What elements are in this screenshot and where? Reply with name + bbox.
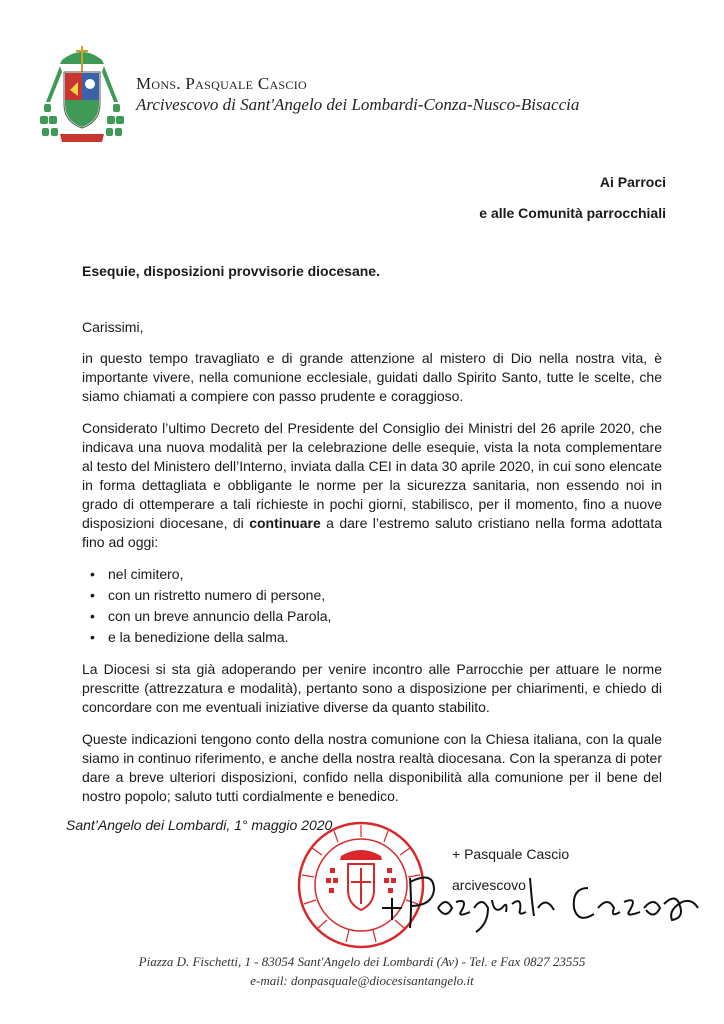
coat-of-arms-icon xyxy=(40,42,124,150)
sender-name: Mons. Pasquale Cascio xyxy=(136,74,307,93)
signer-role: arcivescovo xyxy=(452,877,526,893)
greeting: Carissimi, xyxy=(82,319,144,335)
signer-name: + Pasquale Cascio xyxy=(452,846,570,862)
paragraph-4: Queste indicazioni tengono conto della nostra comunione con la Chiesa italiana, con la quale siamo in continuo riferimento, e anche della nostra realtà diocesana. Con la speranza di poter dare a breve ulteriori disposizioni, confido nella disponibilità alla comunione per il bene del nostro popolo; saluto tutti cordialmente e benedico. xyxy=(82,731,662,804)
recipients xyxy=(479,172,666,234)
paragraph-2-text-b: a dare l’estremo saluto cristiano nella forma adottata fino ad oggi: xyxy=(82,515,663,550)
list-item: • nel cimitero, xyxy=(82,565,662,584)
paragraph-2-text-a: Considerato l’ultimo Decreto del Presidente del Consiglio dei Ministri del 26 aprile 2020, che indicava una nuova modalità per la celebrazione delle esequie, vista la nota complementare al testo del Ministero dell’Interno, inviata dalla CEI in data 30 aprile 2020, in cui sono elencate in forma dettagliata e obbligante le norme per la sicurezza sanitaria, non essendo noi in grado di ottemperare a tali richieste in pochi giorni, stabilisco, per il momento, fino a nuove disposizioni diocesane, di xyxy=(82,420,662,531)
bullet-list xyxy=(82,565,662,647)
subject: Esequie, disposizioni provvisorie diocesane. xyxy=(82,263,380,279)
recipient-line-1: Ai Parroci xyxy=(599,174,666,190)
recipient-line-2: e alle Comunità parrocchiali xyxy=(479,205,666,221)
signature-icon xyxy=(376,858,706,938)
footer-email: e-mail: donpasquale@diocesisantangelo.it xyxy=(250,973,474,988)
paragraph-1: in questo tempo travagliato e di grande attenzione al mistero di Dio nella nostra vita, è importante vivere, nella comunione ecclesiale, guidati dallo Spirito Santo, tutte le scelte, che siamo chiamati a compiere con passo prudente e coraggioso. xyxy=(82,350,662,404)
place-date: Sant’Angelo dei Lombardi, 1° maggio 2020 xyxy=(66,817,333,833)
list-item: • con un ristretto numero di persone, xyxy=(82,586,662,605)
sender-title: Arcivescovo di Sant'Angelo dei Lombardi-Conza-Nusco-Bisaccia xyxy=(136,95,580,114)
letter-body xyxy=(82,318,662,819)
footer xyxy=(0,952,724,990)
paragraph-3: La Diocesi si sta già adoperando per venire incontro alle Parrocchie per attuare le norme prescritte (attrezzatura e modalità), pertanto sono a disposizione per chiarimenti, e chiedo di concordare con me eventuali iniziative diverse da quanto stabilito. xyxy=(82,661,662,715)
paragraph-2 xyxy=(82,419,662,552)
footer-address: Piazza D. Fischetti, 1 - 83054 Sant'Angelo dei Lombardi (Av) - Tel. e Fax 0827 23555 xyxy=(138,954,586,969)
paragraph-2-emphasis: continuare xyxy=(249,515,321,531)
sender-block xyxy=(136,74,579,116)
list-item: • e la benedizione della salma. xyxy=(82,628,662,647)
list-item: • con un breve annuncio della Parola, xyxy=(82,607,662,626)
